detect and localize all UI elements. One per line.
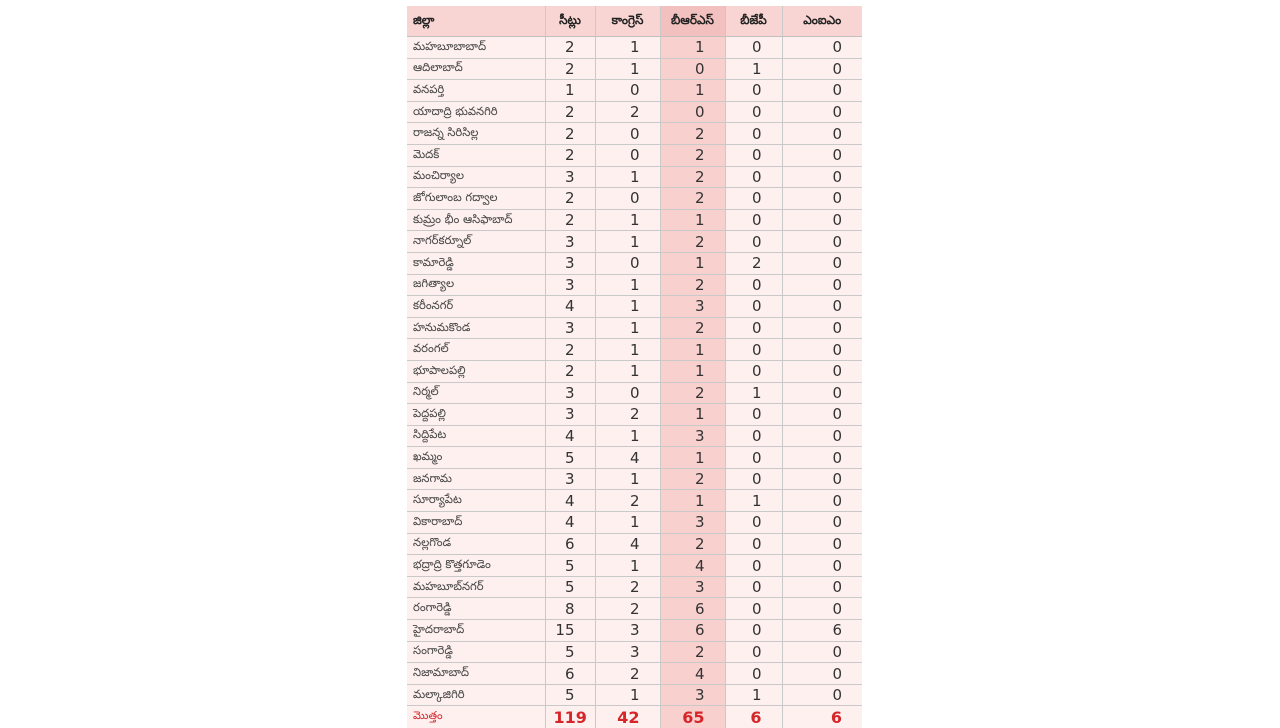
cell-seats: 3 — [545, 231, 595, 253]
cell-brs: 4 — [660, 663, 725, 685]
header-bjp: బీజేపీ — [725, 6, 782, 37]
cell-seats: 3 — [545, 166, 595, 188]
cell-seats: 2 — [545, 123, 595, 145]
header-district: జిల్లా — [407, 6, 545, 37]
table-body — [407, 37, 862, 728]
table-row — [407, 296, 862, 318]
cell-seats: 2 — [545, 339, 595, 361]
cell-aimim: 0 — [782, 663, 862, 685]
cell-seats: 5 — [545, 684, 595, 706]
cell-brs: 1 — [660, 252, 725, 274]
cell-bjp: 2 — [725, 252, 782, 274]
cell-bjp: 0 — [725, 447, 782, 469]
cell-bjp: 0 — [725, 231, 782, 253]
cell-bjp: 0 — [725, 296, 782, 318]
cell-brs: 2 — [660, 274, 725, 296]
cell-bjp: 0 — [725, 101, 782, 123]
cell-seats: 6 — [545, 533, 595, 555]
cell-congress: 2 — [595, 404, 660, 426]
cell-brs: 3 — [660, 684, 725, 706]
cell-brs: 1 — [660, 360, 725, 382]
cell-seats: 5 — [545, 576, 595, 598]
cell-bjp: 0 — [725, 166, 782, 188]
cell-congress: 1 — [595, 425, 660, 447]
cell-district: రంగారెడ్డి — [407, 598, 545, 620]
cell-brs: 3 — [660, 576, 725, 598]
table-row — [407, 209, 862, 231]
cell-brs: 4 — [660, 555, 725, 577]
cell-brs: 6 — [660, 620, 725, 642]
cell-aimim: 0 — [782, 576, 862, 598]
cell-aimim: 0 — [782, 533, 862, 555]
total-row — [407, 706, 862, 728]
cell-seats: 3 — [545, 317, 595, 339]
header-brs: బీఆర్ఎస్ — [660, 6, 725, 37]
cell-aimim: 0 — [782, 490, 862, 512]
cell-aimim: 0 — [782, 188, 862, 210]
cell-seats: 3 — [545, 252, 595, 274]
cell-aimim: 0 — [782, 144, 862, 166]
cell-brs: 2 — [660, 317, 725, 339]
cell-brs: 1 — [660, 209, 725, 231]
table-row — [407, 663, 862, 685]
cell-seats: 5 — [545, 447, 595, 469]
table-row — [407, 123, 862, 145]
cell-brs: 2 — [660, 382, 725, 404]
cell-brs: 0 — [660, 101, 725, 123]
total-congress: 42 — [595, 706, 660, 728]
cell-congress: 2 — [595, 101, 660, 123]
table-row — [407, 144, 862, 166]
cell-congress: 1 — [595, 555, 660, 577]
cell-district: హైదరాబాద్ — [407, 620, 545, 642]
cell-brs: 1 — [660, 404, 725, 426]
cell-bjp: 0 — [725, 188, 782, 210]
cell-brs: 2 — [660, 188, 725, 210]
cell-district: నల్లగొండ — [407, 533, 545, 555]
cell-bjp: 0 — [725, 533, 782, 555]
cell-congress: 3 — [595, 620, 660, 642]
cell-congress: 1 — [595, 317, 660, 339]
cell-congress: 2 — [595, 663, 660, 685]
cell-brs: 3 — [660, 512, 725, 534]
cell-district: నిర్మల్ — [407, 382, 545, 404]
cell-brs: 2 — [660, 468, 725, 490]
cell-seats: 3 — [545, 274, 595, 296]
cell-bjp: 0 — [725, 663, 782, 685]
cell-seats: 5 — [545, 555, 595, 577]
cell-aimim: 0 — [782, 404, 862, 426]
cell-brs: 3 — [660, 296, 725, 318]
cell-bjp: 0 — [725, 620, 782, 642]
total-bjp: 6 — [725, 706, 782, 728]
cell-congress: 1 — [595, 37, 660, 59]
cell-aimim: 0 — [782, 166, 862, 188]
cell-congress: 2 — [595, 576, 660, 598]
total-aimim: 6 — [782, 706, 862, 728]
cell-seats: 3 — [545, 404, 595, 426]
cell-district: కామారెడ్డి — [407, 252, 545, 274]
cell-seats: 2 — [545, 209, 595, 231]
cell-district: సిద్దిపేట — [407, 425, 545, 447]
cell-bjp: 0 — [725, 37, 782, 59]
cell-district: ఆదిలాబాద్ — [407, 58, 545, 80]
table-row — [407, 620, 862, 642]
cell-congress: 1 — [595, 512, 660, 534]
cell-aimim: 0 — [782, 274, 862, 296]
cell-seats: 1 — [545, 80, 595, 102]
table-row — [407, 339, 862, 361]
cell-seats: 2 — [545, 188, 595, 210]
cell-bjp: 1 — [725, 684, 782, 706]
cell-bjp: 0 — [725, 339, 782, 361]
cell-congress: 4 — [595, 533, 660, 555]
table-row — [407, 252, 862, 274]
cell-brs: 6 — [660, 598, 725, 620]
cell-congress: 1 — [595, 209, 660, 231]
table-row — [407, 231, 862, 253]
cell-aimim: 0 — [782, 598, 862, 620]
table-row — [407, 58, 862, 80]
cell-bjp: 1 — [725, 382, 782, 404]
cell-district: వరంగల్ — [407, 339, 545, 361]
table-row — [407, 166, 862, 188]
table-row — [407, 317, 862, 339]
cell-aimim: 0 — [782, 360, 862, 382]
cell-seats: 2 — [545, 360, 595, 382]
table-row — [407, 101, 862, 123]
cell-congress: 1 — [595, 231, 660, 253]
table-row — [407, 447, 862, 469]
cell-aimim: 0 — [782, 468, 862, 490]
cell-congress: 1 — [595, 339, 660, 361]
table-row — [407, 468, 862, 490]
cell-aimim: 0 — [782, 252, 862, 274]
cell-brs: 2 — [660, 166, 725, 188]
cell-brs: 1 — [660, 80, 725, 102]
cell-bjp: 0 — [725, 425, 782, 447]
table-row — [407, 512, 862, 534]
cell-seats: 3 — [545, 468, 595, 490]
cell-congress: 1 — [595, 360, 660, 382]
header-aimim: ఎంఐఎం — [782, 6, 862, 37]
cell-district: హనుమకొండ — [407, 317, 545, 339]
table-row — [407, 576, 862, 598]
cell-aimim: 0 — [782, 684, 862, 706]
cell-district: జగిత్యాల — [407, 274, 545, 296]
cell-seats: 6 — [545, 663, 595, 685]
cell-aimim: 0 — [782, 641, 862, 663]
cell-aimim: 0 — [782, 58, 862, 80]
cell-aimim: 0 — [782, 123, 862, 145]
cell-congress: 0 — [595, 188, 660, 210]
table-row — [407, 533, 862, 555]
cell-seats: 5 — [545, 641, 595, 663]
cell-brs: 2 — [660, 641, 725, 663]
cell-district: ఖమ్మం — [407, 447, 545, 469]
cell-brs: 3 — [660, 425, 725, 447]
cell-seats: 15 — [545, 620, 595, 642]
cell-bjp: 0 — [725, 576, 782, 598]
cell-bjp: 0 — [725, 512, 782, 534]
cell-aimim: 0 — [782, 447, 862, 469]
cell-congress: 1 — [595, 684, 660, 706]
cell-bjp: 0 — [725, 80, 782, 102]
cell-district: మహబూబ్‌నగర్ — [407, 576, 545, 598]
table-row — [407, 555, 862, 577]
cell-aimim: 0 — [782, 382, 862, 404]
cell-bjp: 0 — [725, 404, 782, 426]
cell-brs: 1 — [660, 490, 725, 512]
cell-seats: 4 — [545, 296, 595, 318]
cell-bjp: 0 — [725, 555, 782, 577]
cell-bjp: 0 — [725, 598, 782, 620]
cell-district: మెదక్ — [407, 144, 545, 166]
cell-seats: 4 — [545, 425, 595, 447]
cell-brs: 1 — [660, 339, 725, 361]
cell-district: భద్రాద్రి కొత్తగూడెం — [407, 555, 545, 577]
cell-seats: 2 — [545, 37, 595, 59]
cell-district: రాజన్న సిరిసిల్ల — [407, 123, 545, 145]
cell-aimim: 6 — [782, 620, 862, 642]
cell-bjp: 0 — [725, 123, 782, 145]
cell-seats: 2 — [545, 58, 595, 80]
cell-congress: 2 — [595, 490, 660, 512]
cell-aimim: 0 — [782, 231, 862, 253]
cell-district: వనపర్తి — [407, 80, 545, 102]
cell-brs: 1 — [660, 37, 725, 59]
cell-aimim: 0 — [782, 80, 862, 102]
cell-congress: 0 — [595, 144, 660, 166]
cell-bjp: 0 — [725, 144, 782, 166]
total-brs: 65 — [660, 706, 725, 728]
cell-bjp: 0 — [725, 317, 782, 339]
cell-congress: 0 — [595, 252, 660, 274]
cell-bjp: 0 — [725, 209, 782, 231]
cell-district: యాదాద్రి భువనగిరి — [407, 101, 545, 123]
cell-district: కుమ్రం భీం ఆసిఫాబాద్ — [407, 209, 545, 231]
cell-aimim: 0 — [782, 101, 862, 123]
results-table — [407, 6, 862, 728]
cell-congress: 3 — [595, 641, 660, 663]
cell-district: సంగారెడ్డి — [407, 641, 545, 663]
table-row — [407, 490, 862, 512]
table-row — [407, 80, 862, 102]
cell-brs: 0 — [660, 58, 725, 80]
cell-brs: 1 — [660, 447, 725, 469]
table-row — [407, 274, 862, 296]
cell-aimim: 0 — [782, 37, 862, 59]
cell-congress: 0 — [595, 123, 660, 145]
cell-congress: 4 — [595, 447, 660, 469]
cell-bjp: 0 — [725, 360, 782, 382]
cell-congress: 1 — [595, 274, 660, 296]
cell-bjp: 1 — [725, 58, 782, 80]
cell-district: వికారాబాద్ — [407, 512, 545, 534]
cell-district: మల్కాజిగిరి — [407, 684, 545, 706]
table-row — [407, 425, 862, 447]
cell-district: నిజామాబాద్ — [407, 663, 545, 685]
cell-congress: 1 — [595, 166, 660, 188]
cell-aimim: 0 — [782, 296, 862, 318]
cell-congress: 1 — [595, 58, 660, 80]
total-district: మొత్తం — [407, 706, 545, 728]
cell-district: నాగర్‌కర్నూల్ — [407, 231, 545, 253]
cell-bjp: 1 — [725, 490, 782, 512]
cell-brs: 2 — [660, 123, 725, 145]
header-seats: సీట్లు — [545, 6, 595, 37]
table-row — [407, 641, 862, 663]
cell-congress: 0 — [595, 382, 660, 404]
table-row — [407, 684, 862, 706]
cell-congress: 2 — [595, 598, 660, 620]
cell-bjp: 0 — [725, 274, 782, 296]
cell-congress: 0 — [595, 80, 660, 102]
cell-bjp: 0 — [725, 641, 782, 663]
cell-brs: 2 — [660, 231, 725, 253]
table-row — [407, 188, 862, 210]
table-row — [407, 37, 862, 59]
cell-district: కరీంనగర్ — [407, 296, 545, 318]
header-row — [407, 6, 862, 37]
cell-seats: 4 — [545, 490, 595, 512]
cell-aimim: 0 — [782, 425, 862, 447]
cell-district: జనగామ — [407, 468, 545, 490]
cell-district: భూపాలపల్లి — [407, 360, 545, 382]
cell-aimim: 0 — [782, 512, 862, 534]
total-seats: 119 — [545, 706, 595, 728]
cell-district: జోగులాంబ గద్వాల — [407, 188, 545, 210]
cell-seats: 4 — [545, 512, 595, 534]
table-row — [407, 598, 862, 620]
cell-aimim: 0 — [782, 317, 862, 339]
cell-congress: 1 — [595, 468, 660, 490]
cell-seats: 2 — [545, 101, 595, 123]
cell-aimim: 0 — [782, 209, 862, 231]
cell-seats: 3 — [545, 382, 595, 404]
cell-seats: 2 — [545, 144, 595, 166]
cell-district: పెద్దపల్లి — [407, 404, 545, 426]
cell-brs: 2 — [660, 144, 725, 166]
cell-district: సూర్యాపేట — [407, 490, 545, 512]
table-row — [407, 360, 862, 382]
cell-brs: 2 — [660, 533, 725, 555]
cell-aimim: 0 — [782, 555, 862, 577]
cell-bjp: 0 — [725, 468, 782, 490]
cell-congress: 1 — [595, 296, 660, 318]
table-row — [407, 404, 862, 426]
cell-district: మహబూబాబాద్ — [407, 37, 545, 59]
header-congress: కాంగ్రెస్ — [595, 6, 660, 37]
cell-district: మంచిర్యాల — [407, 166, 545, 188]
cell-seats: 8 — [545, 598, 595, 620]
cell-aimim: 0 — [782, 339, 862, 361]
table-row — [407, 382, 862, 404]
